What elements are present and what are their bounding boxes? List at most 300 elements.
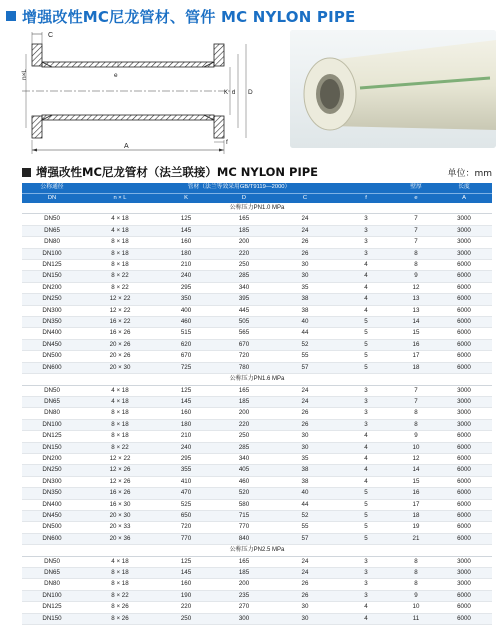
table-row	[22, 317, 492, 328]
table-cell: 9	[396, 431, 436, 442]
table-cell: 3	[336, 214, 396, 225]
table-cell: 7	[396, 237, 436, 248]
pressure-group-row	[22, 545, 492, 556]
table-cell: 17	[396, 499, 436, 510]
table-cell: 8 × 18	[82, 237, 158, 248]
table-cell: 395	[214, 294, 274, 305]
table-row	[22, 613, 492, 624]
table-cell: 185	[214, 225, 274, 236]
table-cell: 8 × 18	[82, 419, 158, 430]
table-row	[22, 419, 492, 430]
table-cell: 8 × 18	[82, 408, 158, 419]
table-row	[22, 305, 492, 316]
table-cell: 4 × 18	[82, 556, 158, 567]
table-cell: 30	[274, 260, 336, 271]
table-cell: 4 × 18	[82, 396, 158, 407]
table-cell: 200	[214, 237, 274, 248]
table-row	[22, 294, 492, 305]
table-cell: 24	[274, 396, 336, 407]
table-cell: DN250	[22, 294, 82, 305]
table-cell: DN125	[22, 431, 82, 442]
pipe-technical-drawing	[18, 30, 280, 160]
header-f: f	[336, 193, 396, 203]
table-cell: 6000	[436, 317, 492, 328]
table-cell: 8	[396, 408, 436, 419]
table-cell: 355	[158, 465, 214, 476]
table-cell: 16	[396, 488, 436, 499]
nylon-pipe-photo	[290, 30, 496, 148]
table-cell: 6000	[436, 260, 492, 271]
table-cell: 3000	[436, 568, 492, 579]
table-cell: 5	[336, 510, 396, 521]
table-cell: 6000	[436, 510, 492, 521]
pressure-label: 公称压力PN1.0 MPa	[22, 203, 492, 214]
table-cell: 165	[214, 385, 274, 396]
right-flange-bottom	[214, 116, 224, 138]
header-k: K	[158, 193, 214, 203]
table-cell: 57	[274, 533, 336, 544]
table-cell: 6000	[436, 351, 492, 362]
table-cell: 12 × 26	[82, 465, 158, 476]
table-cell: 125	[158, 214, 214, 225]
table-cell: 4	[336, 453, 396, 464]
table-cell: 125	[158, 556, 214, 567]
table-cell: DN100	[22, 590, 82, 601]
table-cell: 26	[274, 590, 336, 601]
table-cell: 5	[336, 533, 396, 544]
table-cell: 15	[396, 328, 436, 339]
table-cell: 40	[274, 488, 336, 499]
table-cell: 160	[158, 408, 214, 419]
table-cell: 165	[214, 214, 274, 225]
table-cell: 5	[336, 317, 396, 328]
table-cell: 4	[336, 602, 396, 613]
table-cell: 3000	[436, 385, 492, 396]
table-cell: 470	[158, 488, 214, 499]
table-cell: 3000	[436, 579, 492, 590]
table-cell: DN150	[22, 613, 82, 624]
table-cell: 20 × 30	[82, 362, 158, 373]
table-cell: 16	[396, 339, 436, 350]
table-cell: 8	[396, 579, 436, 590]
table-cell: 6000	[436, 362, 492, 373]
table-cell: DN500	[22, 522, 82, 533]
table-cell: 24	[274, 568, 336, 579]
table-cell: 8 × 22	[82, 271, 158, 282]
table-cell: 3	[336, 408, 396, 419]
table-cell: 52	[274, 339, 336, 350]
table-cell: DN50	[22, 385, 82, 396]
table-cell: 4 × 18	[82, 385, 158, 396]
table-cell: 185	[214, 568, 274, 579]
table-cell: 10	[396, 602, 436, 613]
table-cell: 20 × 26	[82, 351, 158, 362]
table-cell: 285	[214, 271, 274, 282]
table-cell: 160	[158, 237, 214, 248]
table-cell: 6000	[436, 602, 492, 613]
table-cell: 6000	[436, 453, 492, 464]
table-cell: 525	[158, 499, 214, 510]
table-cell: 3000	[436, 214, 492, 225]
table-cell: 10	[396, 442, 436, 453]
table-cell: DN400	[22, 328, 82, 339]
table-cell: 8	[396, 260, 436, 271]
label-d-small: d	[232, 90, 236, 96]
table-cell: 670	[158, 351, 214, 362]
table-cell: DN100	[22, 248, 82, 259]
table-cell: 5	[336, 351, 396, 362]
header-nominal-diameter: 公称通径	[22, 183, 82, 193]
table-header-row-1	[22, 183, 492, 193]
table-cell: 410	[158, 476, 214, 487]
table-row	[22, 476, 492, 487]
table-cell: 55	[274, 522, 336, 533]
table-cell: 200	[214, 408, 274, 419]
table-cell: 670	[214, 339, 274, 350]
table-cell: 300	[214, 613, 274, 624]
table-row	[22, 488, 492, 499]
table-cell: 26	[274, 237, 336, 248]
pressure-group-row	[22, 374, 492, 385]
table-cell: 35	[274, 453, 336, 464]
table-cell: 16 × 26	[82, 488, 158, 499]
table-cell: DN450	[22, 510, 82, 521]
table-cell: 4	[336, 260, 396, 271]
table-cell: 12	[396, 453, 436, 464]
table-cell: DN600	[22, 362, 82, 373]
table-cell: 3000	[436, 396, 492, 407]
table-cell: 24	[274, 385, 336, 396]
table-row	[22, 522, 492, 533]
table-cell: 6000	[436, 305, 492, 316]
table-cell: DN400	[22, 499, 82, 510]
header-length: 长度	[436, 183, 492, 193]
header-d: D	[214, 193, 274, 203]
table-cell: 30	[274, 613, 336, 624]
table-cell: 3000	[436, 248, 492, 259]
table-cell: 4	[336, 294, 396, 305]
pipe-wall-bottom	[42, 115, 214, 120]
table-cell: 6000	[436, 271, 492, 282]
table-cell: 20 × 33	[82, 522, 158, 533]
table-cell: 715	[214, 510, 274, 521]
right-flange-top	[214, 44, 224, 66]
table-cell: DN100	[22, 419, 82, 430]
table-cell: 18	[396, 510, 436, 521]
table-cell: 5	[336, 328, 396, 339]
table-cell: 4	[336, 431, 396, 442]
table-cell: 240	[158, 442, 214, 453]
table-cell: 8 × 22	[82, 590, 158, 601]
table-cell: 9	[396, 590, 436, 601]
left-flange-top	[32, 44, 42, 66]
table-cell: 3	[336, 225, 396, 236]
section-square-icon	[22, 168, 31, 177]
table-cell: DN125	[22, 260, 82, 271]
table-cell: 145	[158, 396, 214, 407]
page-title-bar	[6, 6, 356, 26]
table-cell: 3	[336, 237, 396, 248]
table-cell: 55	[274, 351, 336, 362]
table-cell: 8 × 18	[82, 248, 158, 259]
table-cell: 8	[396, 419, 436, 430]
table-cell: 24	[274, 225, 336, 236]
table-cell: 44	[274, 499, 336, 510]
table-cell: 16 × 26	[82, 328, 158, 339]
table-row	[22, 248, 492, 259]
table-cell: 6000	[436, 431, 492, 442]
table-row	[22, 362, 492, 373]
table-cell: 5	[336, 362, 396, 373]
table-cell: 7	[396, 214, 436, 225]
table-cell: 340	[214, 282, 274, 293]
table-cell: 725	[158, 362, 214, 373]
pipe-wall-top	[42, 62, 214, 67]
table-cell: 26	[274, 419, 336, 430]
table-cell: 3000	[436, 556, 492, 567]
table-cell: DN80	[22, 579, 82, 590]
table-row	[22, 237, 492, 248]
table-cell: 8 × 18	[82, 579, 158, 590]
table-cell: DN50	[22, 214, 82, 225]
table-cell: 14	[396, 465, 436, 476]
table-cell: 24	[274, 556, 336, 567]
table-cell: DN300	[22, 305, 82, 316]
section-title: 增强改性MC尼龙管材（法兰联接）MC NYLON PIPE	[36, 165, 319, 179]
table-cell: 220	[214, 248, 274, 259]
table-cell: 30	[274, 431, 336, 442]
table-cell: DN350	[22, 317, 82, 328]
table-cell: DN450	[22, 339, 82, 350]
table-cell: 460	[158, 317, 214, 328]
table-cell: DN250	[22, 465, 82, 476]
table-cell: 6000	[436, 465, 492, 476]
table-cell: 4	[336, 613, 396, 624]
table-cell: 285	[214, 442, 274, 453]
table-cell: 38	[274, 465, 336, 476]
table-cell: DN50	[22, 556, 82, 567]
table-cell: 6000	[436, 328, 492, 339]
table-cell: 7	[396, 396, 436, 407]
table-cell: 8	[396, 568, 436, 579]
table-cell: 40	[274, 317, 336, 328]
label-d-big: D	[248, 89, 253, 96]
table-cell: 8 × 26	[82, 613, 158, 624]
table-row	[22, 339, 492, 350]
table-cell: 20 × 30	[82, 510, 158, 521]
table-row	[22, 465, 492, 476]
table-cell: 13	[396, 305, 436, 316]
table-cell: 125	[158, 385, 214, 396]
table-cell: 240	[158, 271, 214, 282]
table-row	[22, 225, 492, 236]
header-c: C	[274, 193, 336, 203]
table-row	[22, 260, 492, 271]
table-cell: 6000	[436, 590, 492, 601]
table-cell: 3000	[436, 237, 492, 248]
table-cell: 8	[396, 248, 436, 259]
label-nxl: n×L	[21, 68, 28, 80]
table-cell: 5	[336, 522, 396, 533]
table-cell: 8 × 18	[82, 431, 158, 442]
table-cell: 38	[274, 476, 336, 487]
table-cell: 9	[396, 271, 436, 282]
table-cell: 400	[158, 305, 214, 316]
table-cell: 180	[158, 419, 214, 430]
table-cell: 7	[396, 225, 436, 236]
table-cell: 12 × 26	[82, 476, 158, 487]
table-cell: DN500	[22, 351, 82, 362]
pressure-label: 公称压力PN2.5 MPa	[22, 545, 492, 556]
table-cell: 17	[396, 351, 436, 362]
table-cell: 250	[214, 260, 274, 271]
table-cell: 720	[158, 522, 214, 533]
table-cell: 6000	[436, 294, 492, 305]
table-cell: 405	[214, 465, 274, 476]
table-cell: 16 × 30	[82, 499, 158, 510]
table-cell: DN600	[22, 533, 82, 544]
table-cell: 5	[336, 499, 396, 510]
label-f: f	[226, 139, 228, 146]
table-cell: 3	[336, 556, 396, 567]
table-row	[22, 510, 492, 521]
page-title: 增强改性MC尼龙管材、管件 MC NYLON PIPE	[22, 7, 356, 26]
table-cell: 6000	[436, 613, 492, 624]
table-row	[22, 453, 492, 464]
table-cell: 18	[396, 362, 436, 373]
table-row	[22, 579, 492, 590]
table-cell: DN150	[22, 271, 82, 282]
table-cell: DN80	[22, 408, 82, 419]
table-cell: 210	[158, 431, 214, 442]
table-cell: 26	[274, 248, 336, 259]
table-header-row-2	[22, 193, 492, 203]
table-cell: 165	[214, 556, 274, 567]
table-cell: 250	[158, 613, 214, 624]
label-c: C	[48, 32, 54, 39]
table-cell: 57	[274, 362, 336, 373]
table-cell: 6000	[436, 282, 492, 293]
table-row	[22, 214, 492, 225]
table-cell: 145	[158, 568, 214, 579]
table-body	[22, 203, 492, 625]
table-row	[22, 568, 492, 579]
table-cell: DN150	[22, 442, 82, 453]
table-cell: 3000	[436, 419, 492, 430]
pipe-spec-table	[22, 183, 492, 625]
table-row	[22, 556, 492, 567]
table-row	[22, 271, 492, 282]
table-row	[22, 442, 492, 453]
table-cell: 5	[336, 339, 396, 350]
table-cell: 295	[158, 453, 214, 464]
table-cell: 19	[396, 522, 436, 533]
table-cell: 620	[158, 339, 214, 350]
table-cell: 200	[214, 579, 274, 590]
table-cell: 250	[214, 431, 274, 442]
left-flange-bottom	[32, 116, 42, 138]
table-cell: 13	[396, 294, 436, 305]
header-nxl: n × L	[82, 193, 158, 203]
table-cell: 3	[336, 590, 396, 601]
table-cell: DN300	[22, 476, 82, 487]
table-cell: 7	[396, 385, 436, 396]
table-cell: 8	[396, 556, 436, 567]
table-cell: 44	[274, 328, 336, 339]
table-row	[22, 328, 492, 339]
table-cell: 30	[274, 442, 336, 453]
table-cell: 235	[214, 590, 274, 601]
header-dn: DN	[22, 193, 82, 203]
table-cell: 3000	[436, 225, 492, 236]
header-e: e	[396, 193, 436, 203]
table-cell: 190	[158, 590, 214, 601]
table-cell: 515	[158, 328, 214, 339]
table-cell: 160	[158, 579, 214, 590]
table-row	[22, 431, 492, 442]
table-cell: 840	[214, 533, 274, 544]
table-cell: 720	[214, 351, 274, 362]
table-cell: 12 × 22	[82, 305, 158, 316]
table-cell: 295	[158, 282, 214, 293]
table-cell: DN65	[22, 396, 82, 407]
unit-label: 单位：mm	[447, 168, 492, 179]
table-cell: 12 × 22	[82, 453, 158, 464]
table-cell: 16 × 22	[82, 317, 158, 328]
table-cell: 12	[396, 282, 436, 293]
table-cell: 565	[214, 328, 274, 339]
table-cell: 4	[336, 465, 396, 476]
table-cell: 6000	[436, 533, 492, 544]
table-cell: 145	[158, 225, 214, 236]
table-cell: 5	[336, 488, 396, 499]
table-cell: DN350	[22, 488, 82, 499]
table-cell: DN65	[22, 568, 82, 579]
table-cell: 220	[214, 419, 274, 430]
table-cell: DN125	[22, 602, 82, 613]
header-a: A	[436, 193, 492, 203]
title-square-icon	[6, 11, 16, 21]
table-cell: 30	[274, 602, 336, 613]
table-cell: 580	[214, 499, 274, 510]
table-cell: 8 × 18	[82, 260, 158, 271]
table-cell: 26	[274, 579, 336, 590]
table-cell: 520	[214, 488, 274, 499]
table-row	[22, 533, 492, 544]
table-cell: DN200	[22, 453, 82, 464]
table-cell: 3000	[436, 408, 492, 419]
table-cell: 210	[158, 260, 214, 271]
table-cell: 4	[336, 271, 396, 282]
table-cell: 180	[158, 248, 214, 259]
table-cell: 340	[214, 453, 274, 464]
table-cell: 6000	[436, 476, 492, 487]
table-cell: 8 × 26	[82, 602, 158, 613]
table-cell: 185	[214, 396, 274, 407]
table-cell: 6000	[436, 488, 492, 499]
table-cell: 8 × 18	[82, 568, 158, 579]
table-row	[22, 396, 492, 407]
table-cell: 30	[274, 271, 336, 282]
table-row	[22, 351, 492, 362]
table-cell: 4	[336, 442, 396, 453]
table-cell: 4 × 18	[82, 214, 158, 225]
table-cell: 6000	[436, 522, 492, 533]
table-cell: 4	[336, 282, 396, 293]
table-cell: 8 × 22	[82, 282, 158, 293]
table-cell: 14	[396, 317, 436, 328]
table-cell: 15	[396, 476, 436, 487]
